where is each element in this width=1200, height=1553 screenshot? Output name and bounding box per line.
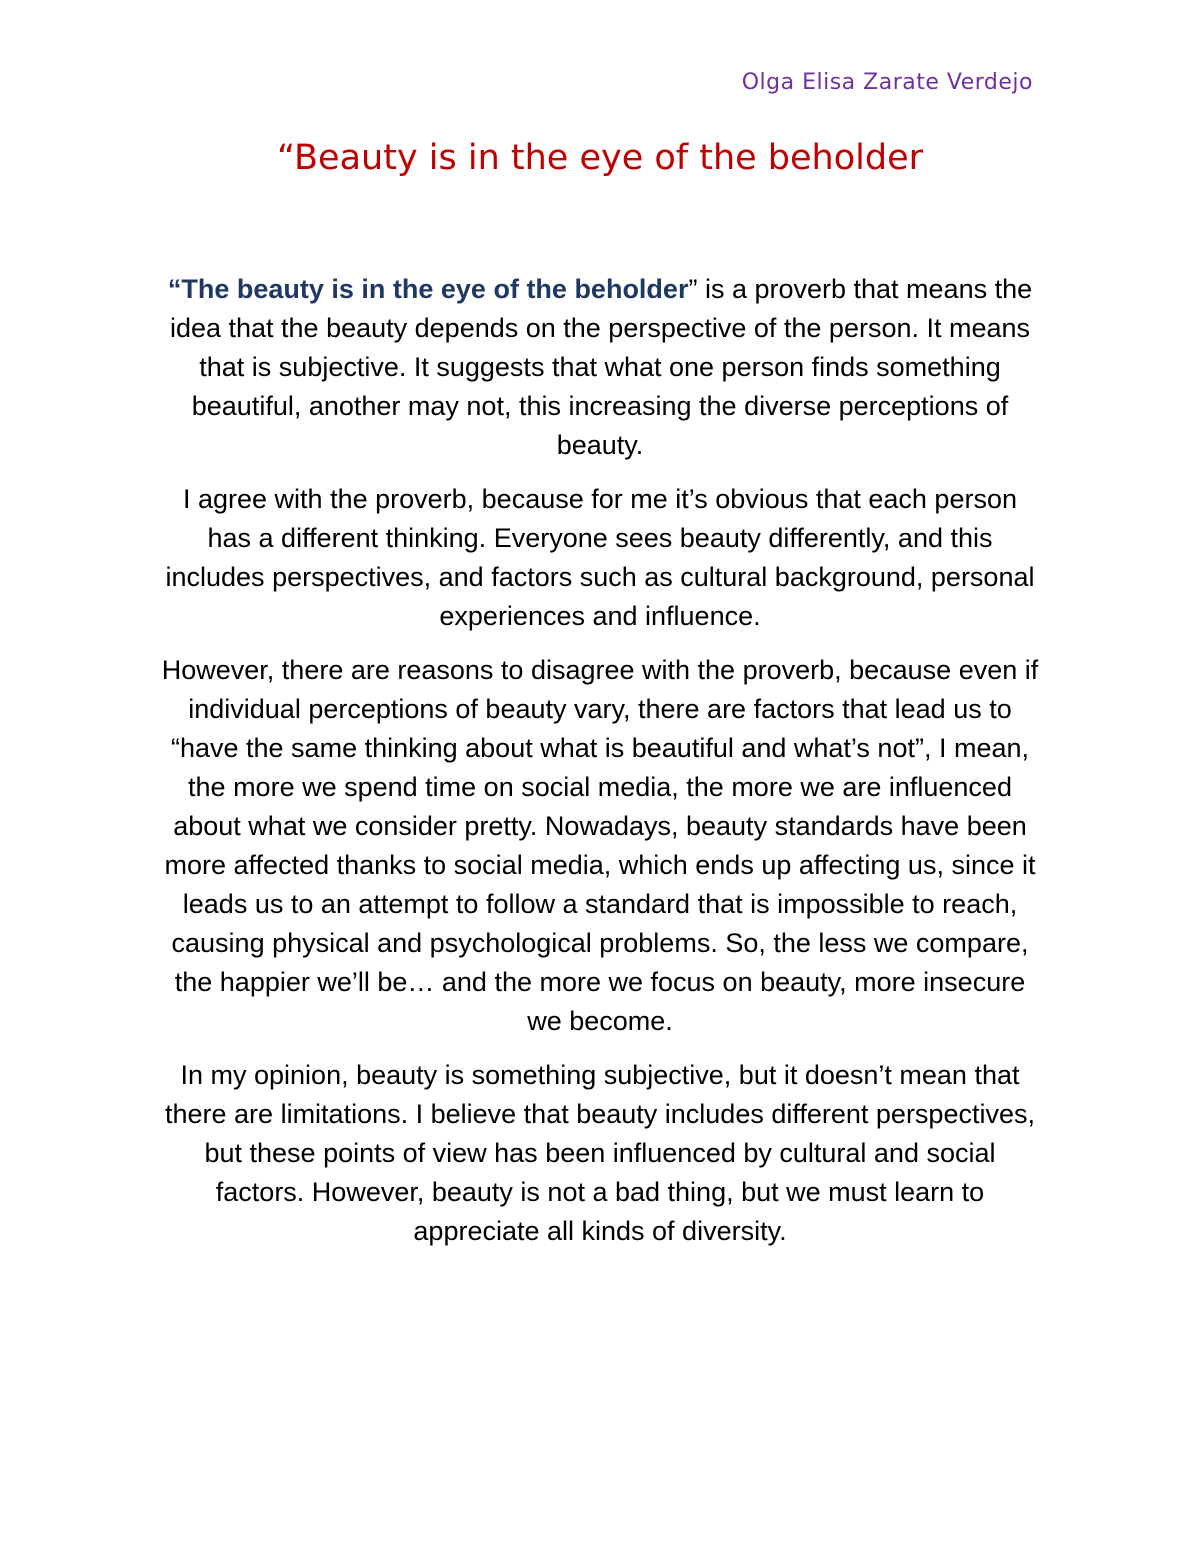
paragraph-4: In my opinion, beauty is something subjective, but it doesn’t mean that there are limitations. I believe that beauty includes different perspectives, but these points of view has been influenced by cultural and social factors. However, beauty is not a bad thing, but we must learn to appreciate all kinds of diversity. bbox=[165, 1060, 1035, 1246]
paragraph-3: However, there are reasons to disagree with the proverb, because even if individual perceptions of beauty vary, there are factors that lead us to “have the same thinking about what is beautiful and what’s not”, I mean, the more we spend time on social media, the more we are influenced about what we consider pretty. Nowadays, beauty standards have been more affected thanks to social media, which ends up affecting us, since it leads us to an attempt to follow a standard that is impossible to reach, causing physical and psychological problems. So, the less we compare, the happier we’ll be… and the more we focus on beauty, more insecure we become. bbox=[161, 655, 1039, 1036]
essay-body bbox=[160, 270, 1040, 1266]
paragraph-1-text: ” is a proverb that means the idea that the beauty depends on the perspective of the person. It means that is subjective. It suggests that what one person finds something beautiful, another may not, this increasing the diverse perceptions of beauty. bbox=[169, 274, 1033, 460]
proverb-emphasis: “The beauty is in the eye of the beholder bbox=[167, 274, 689, 304]
paragraph-1 bbox=[160, 270, 1040, 465]
author-name: Olga Elisa Zarate Verdejo bbox=[741, 70, 1033, 95]
paragraph-2: I agree with the proverb, because for me it’s obvious that each person has a different thinking. Everyone sees beauty differently, and this includes perspectives, and factors such as cultural background, personal experiences and influence. bbox=[165, 484, 1035, 631]
essay-title: “Beauty is in the eye of the beholder bbox=[276, 138, 923, 178]
